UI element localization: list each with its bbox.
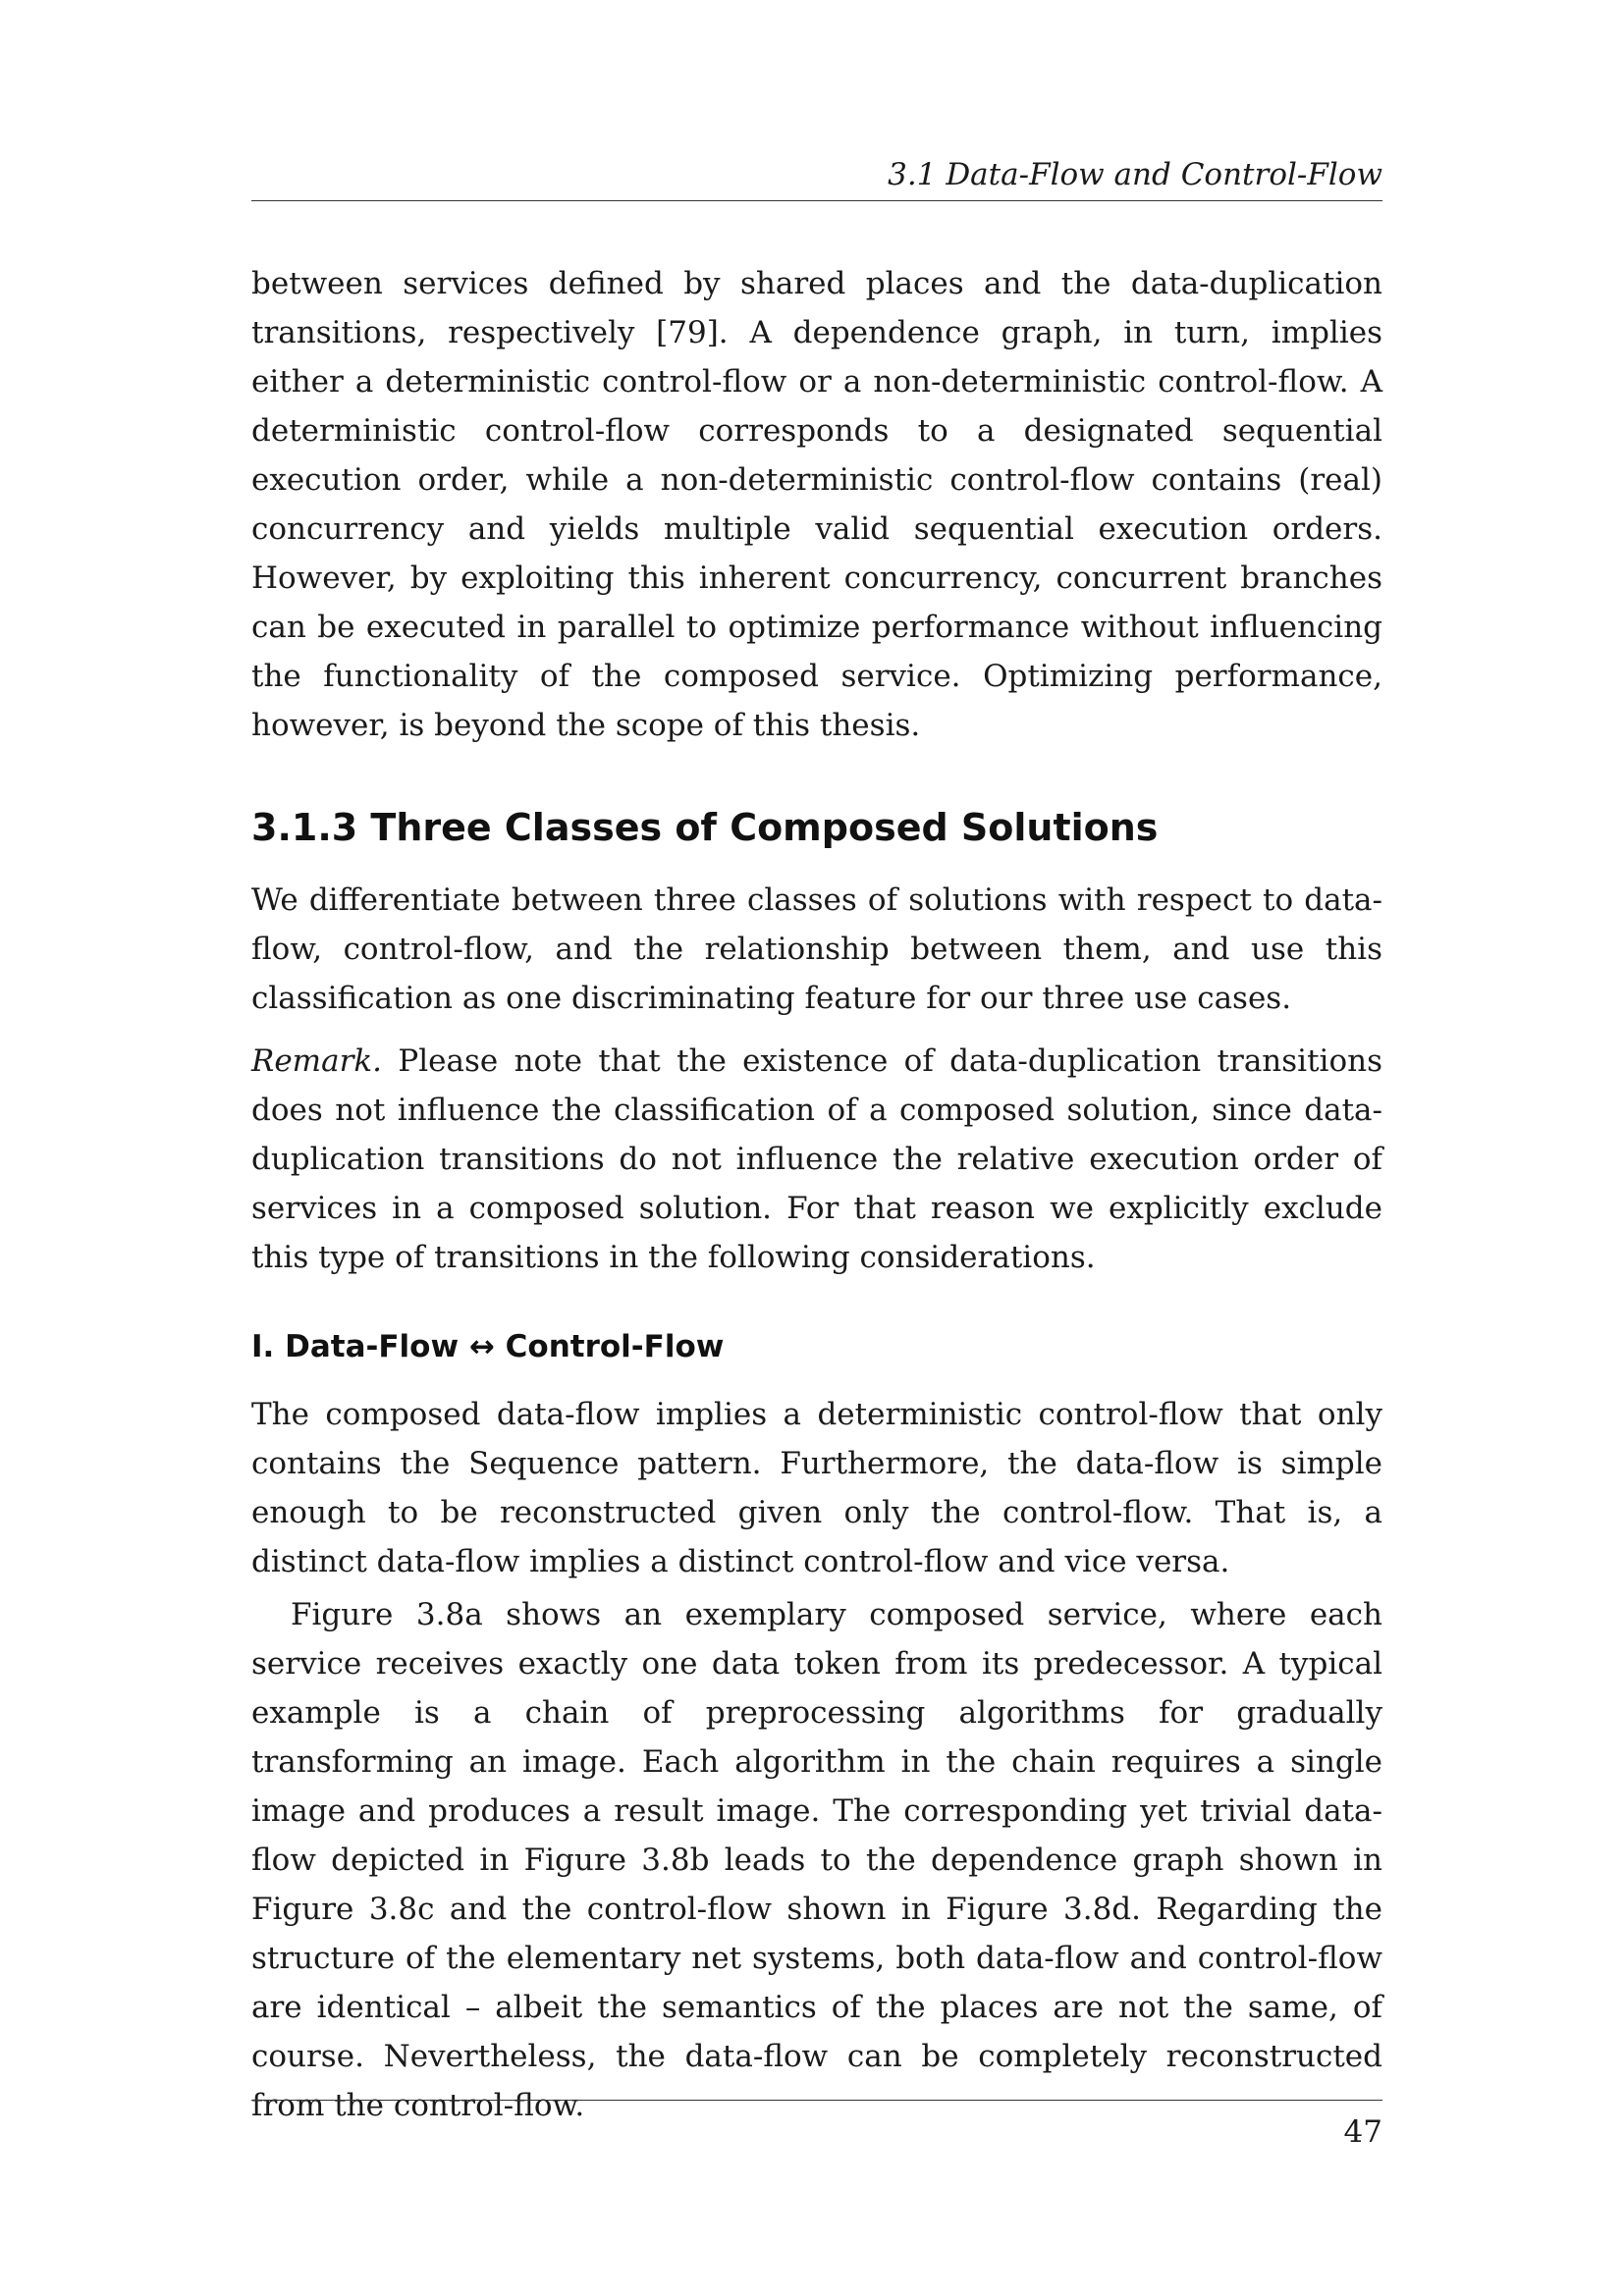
page-number: 47 [1343, 2114, 1382, 2150]
spacer [251, 850, 1382, 876]
paragraph-intro: between services defined by shared places and the data-duplication transitions, respectively [79]. A dependence graph, in turn, implies either a deterministic control-flow or a non-deterministic control-flow. A deterministic control-flow corresponds to a designated sequential execution order, while a non-deterministic control-flow contains (real) concurrency and yields multiple valid sequential execution orders. However, by exploiting this inherent concurrency, concurrent branches can be executed in parallel to optimize performance without influencing the functionality of the composed service. Optimizing performance, however, is beyond the scope of this thesis. [251, 266, 1382, 743]
spacer [251, 750, 1382, 805]
body-text [251, 259, 1382, 2130]
running-header: 3.1 Data-Flow and Control-Flow [888, 157, 1382, 192]
footer-rule [251, 2100, 1382, 2101]
remark-text: Please note that the existence of data-duplication transitions does not influence the classification of a composed solution, since data-duplication transitions do not influence the relative execution order of services in a composed solution. For that reason we explicitly exclude this type of transitions in the following considerations. [251, 1043, 1383, 1275]
paragraph-classes: We differentiate between three classes of solutions with respect to data-flow, control-flow, and the relationship between them, and use this classification as one discriminating feature for our three use cases. [251, 882, 1382, 1016]
spacer [251, 1366, 1382, 1390]
remark-label: Remark. [251, 1043, 383, 1079]
paragraph-case1-b: Figure 3.8a shows an exemplary composed service, where each service receives exactly one data token from its predecessor. A typical example is a chain of preprocessing algorithms for gradually transforming an image. Each algorithm in the chain requires a single image and produces a result image. The corresponding yet trivial data-flow depicted in Figure 3.8b leads to the dependence graph shown in Figure 3.8c and the control-flow shown in Figure 3.8d. Regarding the structure of the elementary net systems, both data-flow and control-flow are identical – albeit the semantics of the places are not the same, of course. Nevertheless, the data-flow can be completely reconstructed from the control-flow. [251, 1597, 1382, 2123]
paragraph-remark [251, 1037, 1382, 1282]
section-heading: 3.1.3 Three Classes of Composed Solutions [251, 806, 1159, 849]
spacer [251, 1023, 1382, 1037]
document-page [251, 0, 1382, 2296]
spacer [251, 1282, 1382, 1327]
header-rule [251, 200, 1382, 201]
subsection-heading: I. Data-Flow ↔ Control-Flow [251, 1329, 725, 1364]
paragraph-case1-a: The composed data-flow implies a deterministic control-flow that only contains the Sequence pattern. Furthermore, the data-flow is simple enough to be reconstructed given only the control-flow. That is, a distinct data-flow implies a distinct control-flow and vice versa. [251, 1397, 1382, 1579]
